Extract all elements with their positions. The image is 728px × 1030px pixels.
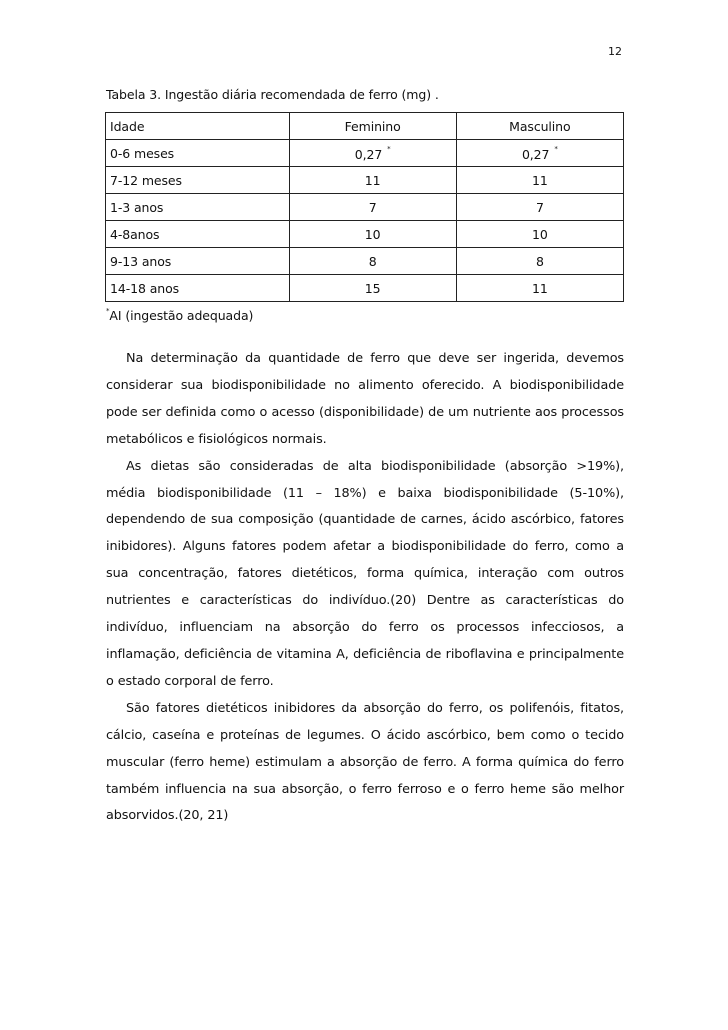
table-header-row	[106, 113, 624, 140]
page-number: 12	[608, 45, 622, 58]
table-row	[106, 221, 624, 248]
cell-male: 7	[456, 194, 623, 221]
footnote-marker: *	[106, 307, 110, 315]
cell-female: 8	[289, 248, 456, 275]
cell-age: 1-3 anos	[106, 194, 290, 221]
cell-age: 9-13 anos	[106, 248, 290, 275]
paragraph: As dietas são consideradas de alta biodisponibilidade (absorção >19%), média biodisponibilidade (11 – 18%) e baixa biodisponibilidade (5-10%), dependendo de sua composição (quantidade de carnes, ácido ascórbico, fatores inibidores). Alguns fatores podem afetar a biodisponibilidade do ferro, como a sua concentração, fatores dietéticos, forma química, interação com outros nutrientes e características do indivíduo.(20) Dentre as características do indivíduo, influenciam na absorção do ferro os processos infecciosos, a inflamação, deficiência de vitamina A, deficiência de riboflavina e principalmente o estado corporal de ferro.	[106, 458, 624, 689]
cell-value: 0,27	[354, 146, 383, 162]
cell-female	[289, 140, 456, 167]
header-female: Feminino	[289, 113, 456, 140]
cell-male: 8	[456, 248, 623, 275]
footnote-text: AI (ingestão adequada)	[109, 308, 254, 323]
header-male: Masculino	[456, 113, 623, 140]
table-caption: Tabela 3. Ingestão diária recomendada de ferro (mg) .	[106, 87, 439, 102]
cell-age: 0-6 meses	[106, 140, 290, 167]
header-age: Idade	[106, 113, 290, 140]
footnote-marker: *	[387, 144, 391, 153]
paragraph: Na determinação da quantidade de ferro que deve ser ingerida, devemos considerar sua biodisponibilidade no alimento oferecido. A biodisponibilidade pode ser definida como o acesso (disponibilidade) de um nutriente aos processos metabólicos e fisiológicos normais.	[106, 351, 624, 447]
paragraph: São fatores dietéticos inibidores da absorção do ferro, os polifenóis, fitatos, cálcio, caseína e proteínas de legumes. O ácido ascórbico, bem como o tecido muscular (ferro heme) estimulam a absorção de ferro. A forma química do ferro também influencia na sua absorção, o ferro ferroso e o ferro heme são melhor absorvidos.(20, 21)	[106, 700, 624, 824]
cell-value: 0,27	[521, 146, 550, 162]
cell-age: 4-8anos	[106, 221, 290, 248]
footnote-marker: *	[554, 144, 558, 153]
cell-male	[456, 140, 623, 167]
cell-age: 7-12 meses	[106, 167, 290, 194]
table-row	[106, 140, 624, 167]
cell-female: 10	[289, 221, 456, 248]
cell-age: 14-18 anos	[106, 275, 290, 302]
table-footnote	[106, 307, 253, 323]
table-row	[106, 167, 624, 194]
iron-intake-table	[105, 112, 624, 302]
cell-female: 7	[289, 194, 456, 221]
cell-male: 11	[456, 167, 623, 194]
table-row	[106, 275, 624, 302]
cell-male: 10	[456, 221, 623, 248]
table-row	[106, 248, 624, 275]
cell-female: 11	[289, 167, 456, 194]
table-row	[106, 194, 624, 221]
body-text	[106, 346, 624, 830]
cell-male: 11	[456, 275, 623, 302]
cell-female: 15	[289, 275, 456, 302]
